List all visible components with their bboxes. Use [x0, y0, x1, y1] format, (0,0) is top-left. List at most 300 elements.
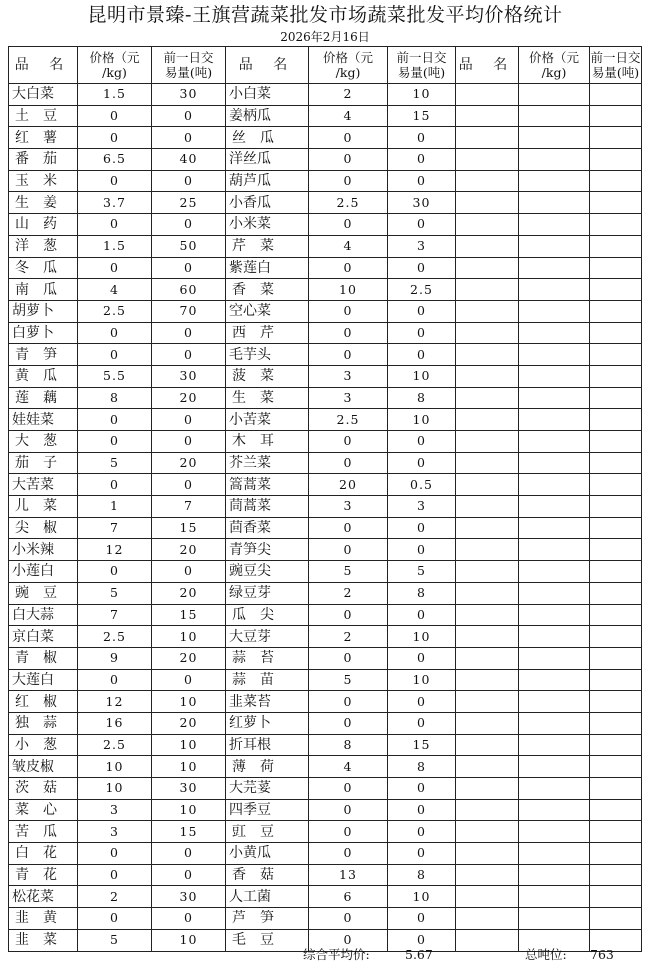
left-volume-cell: 10: [152, 929, 226, 951]
middle-price-cell: 10: [309, 279, 388, 301]
table-row: [9, 387, 642, 409]
left-price-cell: 0: [78, 474, 152, 496]
middle-volume-cell: 10: [388, 886, 456, 908]
middle-price-cell: 0: [309, 257, 388, 279]
right-empty-cell: [519, 409, 590, 431]
table-row: [9, 691, 642, 713]
middle-name-cell: 香菜: [226, 279, 309, 301]
right-empty-cell: [456, 669, 519, 691]
left-price-cell: 0: [78, 431, 152, 453]
middle-price-cell: 4: [309, 756, 388, 778]
right-empty-cell: [519, 452, 590, 474]
left-volume-cell: 0: [152, 669, 226, 691]
middle-price-cell: 13: [309, 864, 388, 886]
table-row: [9, 192, 642, 214]
left-volume-cell: 10: [152, 799, 226, 821]
right-empty-cell: [590, 214, 642, 236]
middle-price-cell: 6: [309, 886, 388, 908]
left-name-cell: 小米辣: [9, 539, 78, 561]
middle-volume-cell: 0: [388, 517, 456, 539]
table-row: [9, 431, 642, 453]
right-empty-cell: [590, 431, 642, 453]
left-price-cell: 9: [78, 647, 152, 669]
right-empty-cell: [590, 344, 642, 366]
right-empty-cell: [590, 691, 642, 713]
table-row: [9, 452, 642, 474]
right-empty-cell: [456, 712, 519, 734]
middle-price-cell: 0: [309, 149, 388, 171]
table-row: [9, 582, 642, 604]
left-name-cell: 独蒜: [9, 712, 78, 734]
left-price-cell: 2.5: [78, 626, 152, 648]
left-price-cell: 0: [78, 127, 152, 149]
middle-volume-cell: 0: [388, 712, 456, 734]
left-volume-cell: 10: [152, 734, 226, 756]
middle-price-cell: 0: [309, 127, 388, 149]
middle-price-cell: 0: [309, 929, 388, 951]
middle-name-cell: 小香瓜: [226, 192, 309, 214]
right-empty-cell: [519, 496, 590, 518]
left-price-cell: 12: [78, 691, 152, 713]
middle-price-cell: 2: [309, 582, 388, 604]
right-empty-cell: [519, 387, 590, 409]
right-empty-cell: [590, 756, 642, 778]
middle-name-cell: 菠菜: [226, 365, 309, 387]
right-empty-cell: [519, 821, 590, 843]
left-volume-cell: 0: [152, 105, 226, 127]
left-price-cell: 1.5: [78, 235, 152, 257]
middle-volume-cell: 0: [388, 149, 456, 171]
right-empty-cell: [519, 539, 590, 561]
middle-price-cell: 5: [309, 561, 388, 583]
right-empty-cell: [519, 517, 590, 539]
table-row: [9, 235, 642, 257]
header-name-3: 品 名: [456, 47, 519, 84]
table-row: [9, 474, 642, 496]
table-row: [9, 257, 642, 279]
middle-volume-cell: 15: [388, 734, 456, 756]
left-name-cell: 小莲白: [9, 561, 78, 583]
middle-volume-cell: 0.5: [388, 474, 456, 496]
table-row: [9, 712, 642, 734]
table-row: [9, 344, 642, 366]
middle-price-cell: 2.5: [309, 192, 388, 214]
middle-volume-cell: 8: [388, 864, 456, 886]
right-empty-cell: [519, 886, 590, 908]
middle-volume-cell: 15: [388, 105, 456, 127]
left-volume-cell: 10: [152, 691, 226, 713]
middle-volume-cell: 0: [388, 843, 456, 865]
right-empty-cell: [519, 799, 590, 821]
right-empty-cell: [590, 496, 642, 518]
left-volume-cell: 30: [152, 365, 226, 387]
left-price-cell: 0: [78, 257, 152, 279]
middle-name-cell: 折耳根: [226, 734, 309, 756]
right-empty-cell: [456, 908, 519, 930]
middle-volume-cell: 10: [388, 365, 456, 387]
right-empty-cell: [456, 84, 519, 106]
left-volume-cell: 0: [152, 843, 226, 865]
left-price-cell: 5: [78, 582, 152, 604]
right-empty-cell: [519, 474, 590, 496]
right-empty-cell: [456, 539, 519, 561]
table-row: [9, 626, 642, 648]
left-volume-cell: 0: [152, 561, 226, 583]
right-empty-cell: [519, 712, 590, 734]
middle-name-cell: 空心菜: [226, 300, 309, 322]
table-row: [9, 778, 642, 800]
left-price-cell: 12: [78, 539, 152, 561]
right-empty-cell: [519, 604, 590, 626]
right-empty-cell: [590, 647, 642, 669]
right-empty-cell: [590, 821, 642, 843]
middle-volume-cell: 5: [388, 561, 456, 583]
right-empty-cell: [456, 170, 519, 192]
middle-name-cell: 毛芋头: [226, 344, 309, 366]
right-empty-cell: [456, 778, 519, 800]
right-empty-cell: [456, 431, 519, 453]
table-row: [9, 864, 642, 886]
left-name-cell: 苦瓜: [9, 821, 78, 843]
left-name-cell: 豌豆: [9, 582, 78, 604]
left-name-cell: 莲藕: [9, 387, 78, 409]
left-name-cell: 皱皮椒: [9, 756, 78, 778]
right-empty-cell: [456, 127, 519, 149]
right-empty-cell: [590, 669, 642, 691]
left-price-cell: 10: [78, 756, 152, 778]
left-price-cell: 5: [78, 452, 152, 474]
left-price-cell: 0: [78, 170, 152, 192]
right-empty-cell: [590, 474, 642, 496]
middle-price-cell: 3: [309, 387, 388, 409]
left-price-cell: 4: [78, 279, 152, 301]
right-empty-cell: [519, 561, 590, 583]
left-volume-cell: 7: [152, 496, 226, 518]
table-row: [9, 409, 642, 431]
middle-volume-cell: 0: [388, 778, 456, 800]
middle-name-cell: 木耳: [226, 431, 309, 453]
left-volume-cell: 15: [152, 517, 226, 539]
right-empty-cell: [456, 821, 519, 843]
middle-name-cell: 洋丝瓜: [226, 149, 309, 171]
table-row: [9, 496, 642, 518]
middle-volume-cell: 0: [388, 821, 456, 843]
right-empty-cell: [519, 864, 590, 886]
right-empty-cell: [456, 474, 519, 496]
table-row: [9, 647, 642, 669]
table-body: [9, 84, 642, 952]
right-empty-cell: [519, 778, 590, 800]
middle-volume-cell: 0: [388, 127, 456, 149]
right-empty-cell: [590, 864, 642, 886]
middle-volume-cell: 8: [388, 756, 456, 778]
middle-name-cell: 芥兰菜: [226, 452, 309, 474]
left-volume-cell: 30: [152, 778, 226, 800]
middle-volume-cell: 2.5: [388, 279, 456, 301]
left-price-cell: 0: [78, 344, 152, 366]
left-price-cell: 0: [78, 105, 152, 127]
header-volume-2: 前一日交 易量(吨): [388, 47, 456, 84]
right-empty-cell: [519, 691, 590, 713]
middle-price-cell: 0: [309, 691, 388, 713]
left-volume-cell: 20: [152, 452, 226, 474]
table-row: [9, 669, 642, 691]
right-empty-cell: [456, 604, 519, 626]
right-empty-cell: [456, 691, 519, 713]
left-name-cell: 茄子: [9, 452, 78, 474]
middle-volume-cell: 0: [388, 322, 456, 344]
left-name-cell: 红薯: [9, 127, 78, 149]
right-empty-cell: [590, 300, 642, 322]
left-volume-cell: 0: [152, 474, 226, 496]
middle-volume-cell: 0: [388, 257, 456, 279]
middle-volume-cell: 0: [388, 214, 456, 236]
middle-price-cell: 0: [309, 778, 388, 800]
middle-name-cell: 芹菜: [226, 235, 309, 257]
left-name-cell: 茨菇: [9, 778, 78, 800]
left-name-cell: 南瓜: [9, 279, 78, 301]
middle-name-cell: 香菇: [226, 864, 309, 886]
middle-volume-cell: 0: [388, 647, 456, 669]
table-row: [9, 84, 642, 106]
middle-name-cell: 篙蒿菜: [226, 474, 309, 496]
table-row: [9, 734, 642, 756]
left-price-cell: 10: [78, 778, 152, 800]
left-volume-cell: 20: [152, 539, 226, 561]
middle-volume-cell: 0: [388, 452, 456, 474]
right-empty-cell: [456, 365, 519, 387]
right-empty-cell: [456, 561, 519, 583]
middle-volume-cell: 0: [388, 604, 456, 626]
left-name-cell: 土豆: [9, 105, 78, 127]
right-empty-cell: [456, 647, 519, 669]
right-empty-cell: [456, 864, 519, 886]
middle-price-cell: 2.5: [309, 409, 388, 431]
middle-name-cell: 豌豆尖: [226, 561, 309, 583]
middle-name-cell: 丝瓜: [226, 127, 309, 149]
middle-volume-cell: 10: [388, 409, 456, 431]
table-row: [9, 365, 642, 387]
left-name-cell: 韭黄: [9, 908, 78, 930]
right-empty-cell: [590, 105, 642, 127]
right-empty-cell: [456, 452, 519, 474]
middle-name-cell: 豇豆: [226, 821, 309, 843]
right-empty-cell: [590, 387, 642, 409]
left-volume-cell: 40: [152, 149, 226, 171]
table-row: [9, 105, 642, 127]
header-name-1: 品 名: [9, 47, 78, 84]
table-row: [9, 561, 642, 583]
left-name-cell: 白萝卜: [9, 322, 78, 344]
middle-price-cell: 4: [309, 105, 388, 127]
middle-price-cell: 0: [309, 322, 388, 344]
left-name-cell: 白花: [9, 843, 78, 865]
table-row: [9, 908, 642, 930]
middle-name-cell: 瓜尖: [226, 604, 309, 626]
middle-price-cell: 4: [309, 235, 388, 257]
right-empty-cell: [456, 279, 519, 301]
right-empty-cell: [456, 192, 519, 214]
left-price-cell: 2: [78, 886, 152, 908]
right-empty-cell: [456, 582, 519, 604]
table-row: [9, 886, 642, 908]
middle-name-cell: 大芫荽: [226, 778, 309, 800]
middle-name-cell: 红萝卜: [226, 712, 309, 734]
left-volume-cell: 20: [152, 582, 226, 604]
left-name-cell: 菜心: [9, 799, 78, 821]
middle-volume-cell: 0: [388, 170, 456, 192]
middle-price-cell: 0: [309, 712, 388, 734]
left-name-cell: 胡萝卜: [9, 300, 78, 322]
right-empty-cell: [519, 279, 590, 301]
middle-volume-cell: 10: [388, 669, 456, 691]
middle-name-cell: 小白菜: [226, 84, 309, 106]
right-empty-cell: [590, 734, 642, 756]
right-empty-cell: [456, 756, 519, 778]
right-empty-cell: [456, 344, 519, 366]
left-name-cell: 大白菜: [9, 84, 78, 106]
right-empty-cell: [590, 604, 642, 626]
left-volume-cell: 0: [152, 864, 226, 886]
middle-name-cell: 茼蒿菜: [226, 496, 309, 518]
left-price-cell: 0: [78, 322, 152, 344]
average-price-label: 综合平均价:: [303, 947, 370, 962]
table-row: [9, 149, 642, 171]
right-empty-cell: [590, 192, 642, 214]
right-empty-cell: [590, 582, 642, 604]
middle-name-cell: 葫芦瓜: [226, 170, 309, 192]
middle-price-cell: 5: [309, 669, 388, 691]
left-name-cell: 松花菜: [9, 886, 78, 908]
table-row: [9, 843, 642, 865]
left-price-cell: 3.7: [78, 192, 152, 214]
middle-price-cell: 8: [309, 734, 388, 756]
right-empty-cell: [456, 257, 519, 279]
left-price-cell: 5: [78, 929, 152, 951]
left-volume-cell: 30: [152, 886, 226, 908]
right-empty-cell: [590, 127, 642, 149]
right-empty-cell: [590, 170, 642, 192]
right-empty-cell: [519, 734, 590, 756]
left-volume-cell: 25: [152, 192, 226, 214]
right-empty-cell: [456, 214, 519, 236]
right-empty-cell: [519, 365, 590, 387]
header-price-2: 价格（元 /kg): [309, 47, 388, 84]
middle-price-cell: 0: [309, 843, 388, 865]
left-volume-cell: 0: [152, 344, 226, 366]
right-empty-cell: [456, 235, 519, 257]
left-name-cell: 大苦菜: [9, 474, 78, 496]
middle-volume-cell: 0: [388, 300, 456, 322]
left-volume-cell: 10: [152, 626, 226, 648]
middle-name-cell: 大豆芽: [226, 626, 309, 648]
table-row: [9, 322, 642, 344]
left-volume-cell: 0: [152, 322, 226, 344]
right-empty-cell: [456, 387, 519, 409]
middle-name-cell: 绿豆芽: [226, 582, 309, 604]
middle-price-cell: 3: [309, 496, 388, 518]
left-price-cell: 3: [78, 799, 152, 821]
middle-volume-cell: 30: [388, 192, 456, 214]
right-empty-cell: [519, 669, 590, 691]
left-name-cell: 青椒: [9, 647, 78, 669]
middle-name-cell: 蒜苗: [226, 669, 309, 691]
left-price-cell: 0: [78, 214, 152, 236]
left-name-cell: 玉米: [9, 170, 78, 192]
middle-price-cell: 0: [309, 539, 388, 561]
middle-name-cell: 小苦菜: [226, 409, 309, 431]
right-empty-cell: [456, 734, 519, 756]
right-empty-cell: [519, 84, 590, 106]
left-volume-cell: 10: [152, 756, 226, 778]
left-name-cell: 山药: [9, 214, 78, 236]
left-name-cell: 大莲白: [9, 669, 78, 691]
header-row: [9, 47, 642, 84]
middle-price-cell: 0: [309, 431, 388, 453]
right-empty-cell: [456, 322, 519, 344]
table-row: [9, 539, 642, 561]
table-row: [9, 170, 642, 192]
right-empty-cell: [519, 300, 590, 322]
right-empty-cell: [519, 756, 590, 778]
left-price-cell: 2.5: [78, 300, 152, 322]
left-price-cell: 0: [78, 843, 152, 865]
middle-name-cell: 毛豆: [226, 929, 309, 951]
left-price-cell: 1.5: [78, 84, 152, 106]
total-tonnage-value: 763: [590, 947, 614, 962]
right-empty-cell: [590, 279, 642, 301]
right-empty-cell: [519, 908, 590, 930]
middle-volume-cell: 8: [388, 582, 456, 604]
table-row: [9, 214, 642, 236]
left-price-cell: 2.5: [78, 734, 152, 756]
left-name-cell: 小葱: [9, 734, 78, 756]
middle-price-cell: 2: [309, 626, 388, 648]
middle-name-cell: 生菜: [226, 387, 309, 409]
left-price-cell: 8: [78, 387, 152, 409]
left-price-cell: 3: [78, 821, 152, 843]
middle-name-cell: 西芹: [226, 322, 309, 344]
left-volume-cell: 0: [152, 409, 226, 431]
right-empty-cell: [590, 409, 642, 431]
middle-volume-cell: 8: [388, 387, 456, 409]
middle-volume-cell: 0: [388, 929, 456, 951]
right-empty-cell: [456, 799, 519, 821]
middle-name-cell: 小米菜: [226, 214, 309, 236]
left-price-cell: 0: [78, 561, 152, 583]
middle-name-cell: 芦笋: [226, 908, 309, 930]
middle-name-cell: 蒜苔: [226, 647, 309, 669]
left-name-cell: 青花: [9, 864, 78, 886]
right-empty-cell: [519, 257, 590, 279]
middle-price-cell: 0: [309, 604, 388, 626]
table-row: [9, 300, 642, 322]
middle-price-cell: 0: [309, 300, 388, 322]
middle-price-cell: 0: [309, 647, 388, 669]
right-empty-cell: [456, 517, 519, 539]
left-name-cell: 红椒: [9, 691, 78, 713]
middle-price-cell: 0: [309, 799, 388, 821]
middle-price-cell: 3: [309, 365, 388, 387]
left-name-cell: 冬瓜: [9, 257, 78, 279]
left-volume-cell: 20: [152, 712, 226, 734]
middle-name-cell: 人工菌: [226, 886, 309, 908]
right-empty-cell: [519, 843, 590, 865]
left-volume-cell: 0: [152, 170, 226, 192]
middle-price-cell: 0: [309, 170, 388, 192]
right-empty-cell: [590, 886, 642, 908]
right-empty-cell: [590, 149, 642, 171]
